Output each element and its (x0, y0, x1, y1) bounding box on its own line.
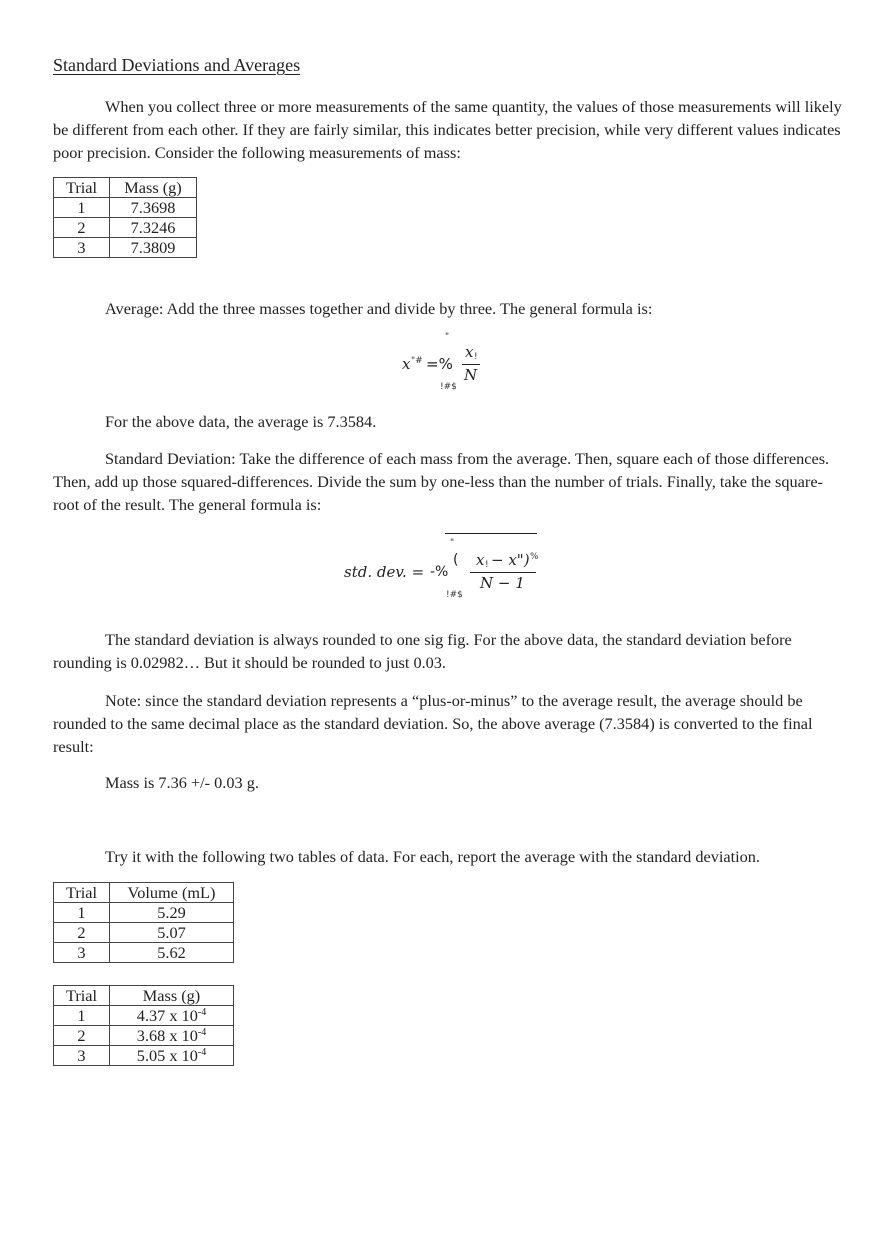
table-header: Trial (54, 883, 110, 903)
sum-lower-limit: !#$ (440, 382, 457, 392)
fraction-bar (462, 364, 480, 365)
average-symbol: x (402, 355, 411, 373)
equals-percent: =% (426, 355, 453, 373)
table-row (54, 943, 234, 963)
table-row (54, 903, 234, 923)
table-row (54, 1046, 234, 1066)
table-cell (110, 1026, 234, 1046)
table-cell: 7.3246 (110, 218, 197, 238)
mass-exercise-table (53, 985, 234, 1066)
table-row (54, 923, 234, 943)
mass-exponent: -4 (197, 1047, 207, 1058)
denominator: N − 1 (480, 574, 525, 592)
table-row (54, 218, 197, 238)
table-cell: 1 (54, 198, 110, 218)
table-cell: 2 (54, 218, 110, 238)
fraction-bar (470, 572, 536, 573)
table-cell: 1 (54, 903, 110, 923)
table-row (54, 238, 197, 258)
table-cell: 1 (54, 1006, 110, 1026)
open-paren: ( (453, 552, 459, 568)
numerator-subscript: ! (474, 352, 478, 362)
table-header: Volume (mL) (110, 883, 234, 903)
table-cell: 7.3809 (110, 238, 197, 258)
numerator-x: x (476, 551, 485, 569)
table-cell: 2 (54, 923, 110, 943)
mass-mantissa: 5.05 x 10 (136, 1046, 198, 1065)
table-header-row (54, 986, 234, 1006)
table-header-row (54, 883, 234, 903)
stddev-label: std. dev. = (344, 563, 425, 581)
mass-mantissa: 4.37 x 10 (136, 1006, 198, 1025)
table-cell: 5.29 (110, 903, 234, 923)
numerator-subscript: ! (485, 560, 489, 570)
radical-bar (445, 533, 537, 534)
table-header: Trial (54, 986, 110, 1006)
table-cell: 5.62 (110, 943, 234, 963)
square-superscript: % (530, 552, 539, 562)
radical-prefix: -% (430, 564, 449, 580)
table-cell (110, 1006, 234, 1026)
page-title: Standard Deviations and Averages (53, 55, 301, 75)
final-result: Mass is 7.36 +/- 0.03 g. (105, 773, 259, 792)
sum-upper-limit: " (445, 332, 450, 342)
numerator-rest: − x") (491, 551, 530, 569)
table-header: Trial (54, 178, 110, 198)
stddev-formula (340, 530, 550, 610)
sum-lower-limit: !#$ (446, 590, 463, 600)
table-cell: 3 (54, 238, 110, 258)
exercise-instructions: Try it with the following two tables of data. For each, report the average with the standard deviation. (105, 847, 761, 866)
mass-table (53, 177, 197, 258)
table-cell (110, 1046, 234, 1066)
table-header-row (54, 178, 197, 198)
table-row (54, 1026, 234, 1046)
formula-garble: "# (411, 356, 423, 366)
table-header: Mass (g) (110, 178, 197, 198)
note-paragraph: Note: since the standard deviation represents a “plus-or-minus” to the average result, the average should be rounded to the same decimal place as the standard deviation. So, the above average (7.3584) is converted to the final result: (53, 691, 813, 756)
mass-mantissa: 3.68 x 10 (136, 1026, 198, 1045)
table-cell: 7.3698 (110, 198, 197, 218)
mass-exponent: -4 (197, 1007, 207, 1018)
table-row (54, 198, 197, 218)
average-instructions: Average: Add the three masses together and divide by three. The general formula is: (105, 299, 653, 318)
stddev-instructions: Standard Deviation: Take the difference of each mass from the average. Then, square each of those differences. Then, add up those squared-differences. Divide the sum by one-less than the number of trials. Finally, take the square-root of the result. The general formula is: (53, 449, 830, 514)
table-header: Mass (g) (110, 986, 234, 1006)
sum-upper-limit: " (450, 538, 455, 548)
denominator-n: N (464, 366, 478, 384)
average-result: For the above data, the average is 7.3584. (105, 412, 377, 431)
volume-table (53, 882, 234, 963)
table-cell: 3 (54, 1046, 110, 1066)
numerator-x: x (465, 343, 474, 361)
average-formula (390, 330, 500, 395)
table-cell: 5.07 (110, 923, 234, 943)
table-cell: 2 (54, 1026, 110, 1046)
table-cell: 3 (54, 943, 110, 963)
rounding-paragraph: The standard deviation is always rounded to one sig fig. For the above data, the standard deviation before rounding is 0.02982… But it should be rounded to just 0.03. (53, 630, 792, 672)
intro-paragraph: When you collect three or more measurements of the same quantity, the values of those measurements will likely be different from each other. If they are fairly similar, this indicates better precision, while very different values indicates poor precision. Consider the following measurements of mass: (53, 97, 842, 162)
table-row (54, 1006, 234, 1026)
mass-exponent: -4 (197, 1027, 207, 1038)
